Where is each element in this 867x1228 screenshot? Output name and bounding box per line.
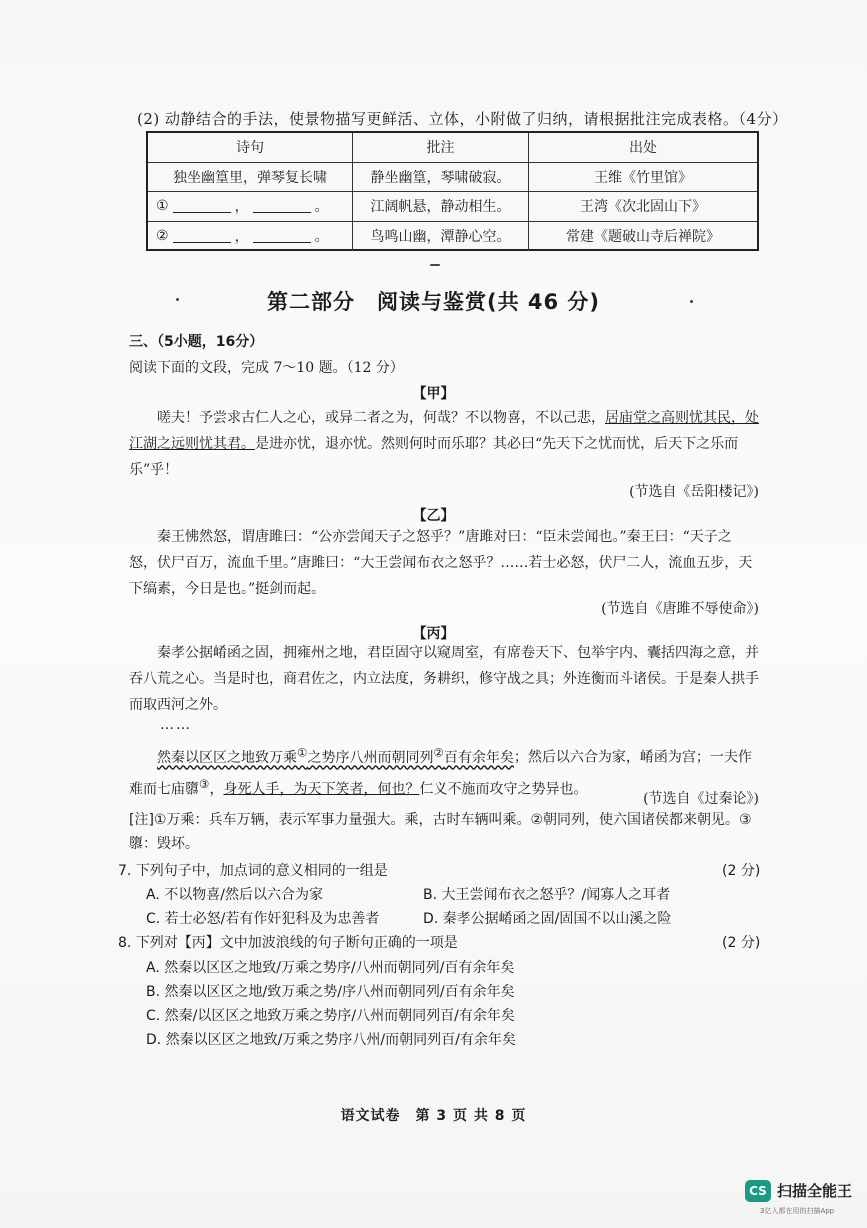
answer-blank [253,230,311,243]
scanner-watermark: 扫描全能王 [777,1182,853,1200]
table-header-row [148,133,757,163]
answer-blank [253,200,311,213]
q7-option-c: C. 若士必怒/若有作奸犯科及为忠善者 [146,911,380,927]
wavy-part: 然秦以区区之地致万乘 [157,749,297,766]
wavy-sentence [157,745,514,766]
source-cell: 王维《竹里馆》 [594,169,692,186]
passage-bing-heading: 【丙】 [412,626,455,642]
footnote-mark: ③ [199,776,210,791]
passage-yi-heading: 【乙】 [412,508,455,524]
q7-option-b: B. 大王尝闻布衣之怒乎？/闻寡人之耳者 [423,887,671,903]
header-annotation: 批注 [353,133,529,162]
period: 。 [314,229,329,246]
passage-yi-source: (节选自《唐雎不辱使命》) [601,601,759,617]
passage-jia-heading: 【甲】 [412,386,455,402]
passage-bing-part: ；然后以六合为家，崤函为宫；一夫作难而七庙隳 [129,749,752,798]
row-number: ② [156,228,169,245]
passage-bing-part: ， [209,781,224,798]
reading-instruction: 阅读下面的文段，完成 7～10 题。（12 分） [129,360,404,376]
q8-option-b: B. 然秦以区区之地/致万乘之势/序八州而朝同列/百有余年矣 [146,984,515,1000]
underlined-sentence: 身死人手，为天下笑者，何也？ [223,781,420,798]
comma: ， [234,229,249,246]
table-row [148,163,757,193]
page-footer: 语文试卷 第 3 页 共 8 页 [340,1108,527,1124]
verse-blank-cell [148,222,353,252]
table-row [148,192,757,222]
answer-blank [173,200,231,213]
passage-jia-part: 嗟夫！予尝求古仁人之心，或异二者之为，何哉？不以物喜，不以己悲， [157,410,605,426]
ellipsis: …… [160,717,192,733]
scan-speck [690,300,693,303]
q8-option-c: C. 然秦/以区区之地致万乘之势序/八州而朝同列百/有余年矣 [146,1008,515,1024]
question-7-stem: 7. 下列句子中，加点词的意义相同的一组是 [118,863,388,879]
verse-cell: 独坐幽篁里，弹琴复长啸 [148,163,353,192]
section-heading: 三、（5小题，16分） [129,334,264,350]
answer-blank [173,230,231,243]
poem-annotation-table [146,131,759,251]
annotation-cell: 静坐幽篁，琴啸破寂。 [353,163,529,192]
q8-option-a: A. 然秦以区区之地致/万乘之势序/八州而朝同列/百有余年矣 [146,960,515,976]
q8-option-d: D. 然秦以区区之地致/万乘之势序八州/而朝同列百/有余年矣 [146,1032,516,1048]
question-2-prompt: (2) 动静结合的手法，使景物描写更鲜活、立体，小附做了归纳，请根据批注完成表格。（4分） [137,110,788,128]
wavy-part: 百有余年矣 [443,749,514,766]
header-source: 出处 [629,140,657,157]
annotation-cell: 鸟鸣山幽，潭静心空。 [353,222,529,252]
scan-speck [176,298,179,301]
question-8-stem: 8. 下列对【丙】文中加波浪线的句子断句正确的一项是 [118,935,458,951]
passage-bing-text: 秦孝公据崤函之固，拥雍州之地，君臣固守以窥周室，有席卷天下、包举宇内、囊括四海之意，并吞八荒之心。当是时也，商君佐之，内立法度，务耕织，修守战之具；外连衡而斗诸侯。于是秦人拱手而取西河之外。 [129,645,759,713]
annotation-cell: 江阔帆悬，静动相生。 [353,192,529,221]
comma: ， [234,199,249,216]
scan-speck [430,264,440,266]
passage-bing-source: (节选自《过秦论》) [643,791,759,807]
camscanner-logo-icon: CS [745,1180,771,1202]
part-title: 第二部分 阅读与鉴赏(共 46 分) [266,290,601,314]
period: 。 [314,199,329,216]
passage-jia-part: 是进亦忧，退亦忧。然则何时而乐耶？其必曰“先天下之忧而忧，后天下之乐而乐”乎！ [129,436,739,478]
passage-jia-text [129,405,759,483]
wavy-part: 之势序八州而朝同列 [307,749,434,766]
passage-jia-source: (节选自《岳阳楼记》) [629,484,759,500]
underlined-sentence: 居庙堂之高则忧其民，处江湖之远则忧其君。 [129,410,759,452]
footnote-mark: ① [297,745,308,759]
passage-bing-part: 仁义不施而攻守之势异也。 [419,781,588,798]
source-cell: 常建《题破山寺后禅院》 [566,229,720,246]
question-8-score: (2 分) [722,935,761,951]
passage-yi-text: 秦王怫然怒，谓唐雎曰：“公亦尝闻天子之怒乎？”唐雎对曰：“臣未尝闻也。”秦王曰：“天子之怒，伏尸百万，流血千里。”唐雎曰：“大王尝闻布衣之怒乎？……若士必怒，伏尸二人，流血五步，天下缟素，今日是也。”挺剑而起。 [129,529,753,597]
row-number: ① [156,198,169,215]
question-7-score: (2 分) [722,863,761,879]
source-cell: 王湾《次北固山下》 [580,199,706,216]
scanner-tagline: 3亿人都在用的扫描App [760,1207,835,1215]
q7-option-d: D. 秦孝公据崤函之固/固国不以山溪之险 [423,911,672,927]
verse-blank-cell [148,192,353,221]
footnote: [注]①万乘：兵车万辆，表示军事力量强大。乘，古时车辆叫乘。②朝同列，使六国诸侯都来朝见。③隳：毁坏。 [129,812,752,852]
footnote-mark: ② [433,745,444,759]
q7-option-a: A. 不以物喜/然后以六合为家 [146,887,323,903]
header-verse: 诗句 [148,133,353,162]
table-row [148,222,757,252]
